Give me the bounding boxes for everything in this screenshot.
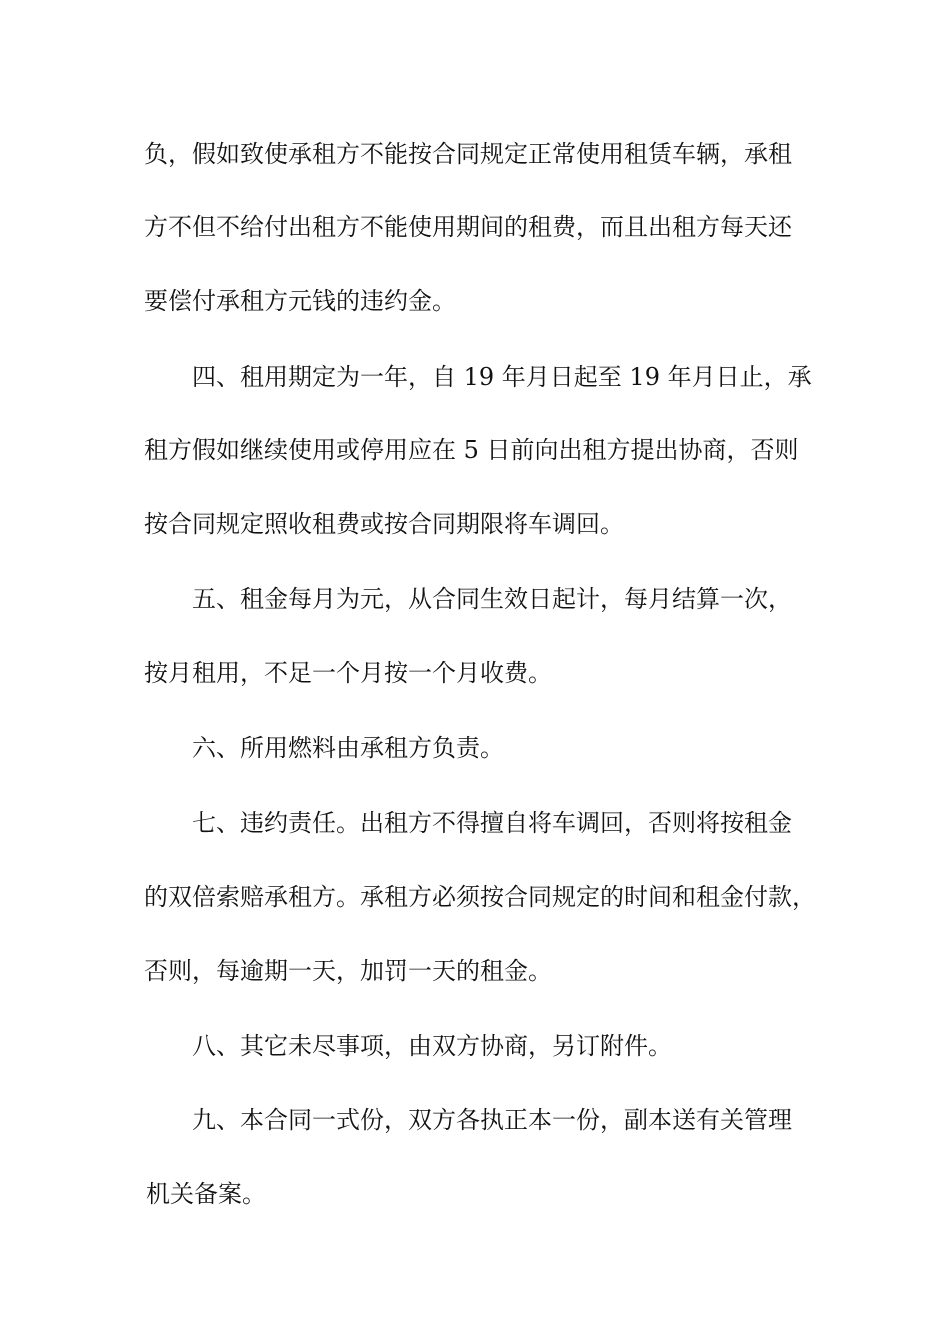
text-line: 的双倍索赔承租方。承租方必须按合同规定的时间和租金付款， — [144, 883, 816, 911]
clause-4-start: 四、租用期定为一年，自 19 年月日起至 19 年月日止，承 — [192, 363, 812, 391]
clause-5-start: 五、租金每月为元，从合同生效日起计，每月结算一次， — [192, 585, 792, 613]
text-line: 负，假如致使承租方不能按合同规定正常使用租赁车辆，承租 — [144, 140, 792, 168]
text-line: 按合同规定照收租费或按合同期限将车调回。 — [144, 510, 624, 538]
text-line: 要偿付承租方元钱的违约金。 — [144, 287, 456, 315]
text-line: 否则，每逾期一天，加罚一天的租金。 — [144, 957, 552, 985]
text-line: 方不但不给付出租方不能使用期间的租费，而且出租方每天还 — [144, 213, 792, 241]
clause-9-start: 九、本合同一式份，双方各执正本一份，副本送有关管理 — [192, 1106, 792, 1134]
clause-8: 八、其它未尽事项，由双方协商，另订附件。 — [192, 1032, 672, 1060]
text-line: 租方假如继续使用或停用应在 5 日前向出租方提出协商，否则 — [144, 436, 799, 464]
clause-7-start: 七、违约责任。出租方不得擅自将车调回，否则将按租金 — [192, 809, 792, 837]
text-line: 按月租用，不足一个月按一个月收费。 — [144, 659, 552, 687]
clause-6: 六、所用燃料由承租方负责。 — [192, 734, 504, 762]
text-line: 机关备案。 — [146, 1180, 266, 1208]
